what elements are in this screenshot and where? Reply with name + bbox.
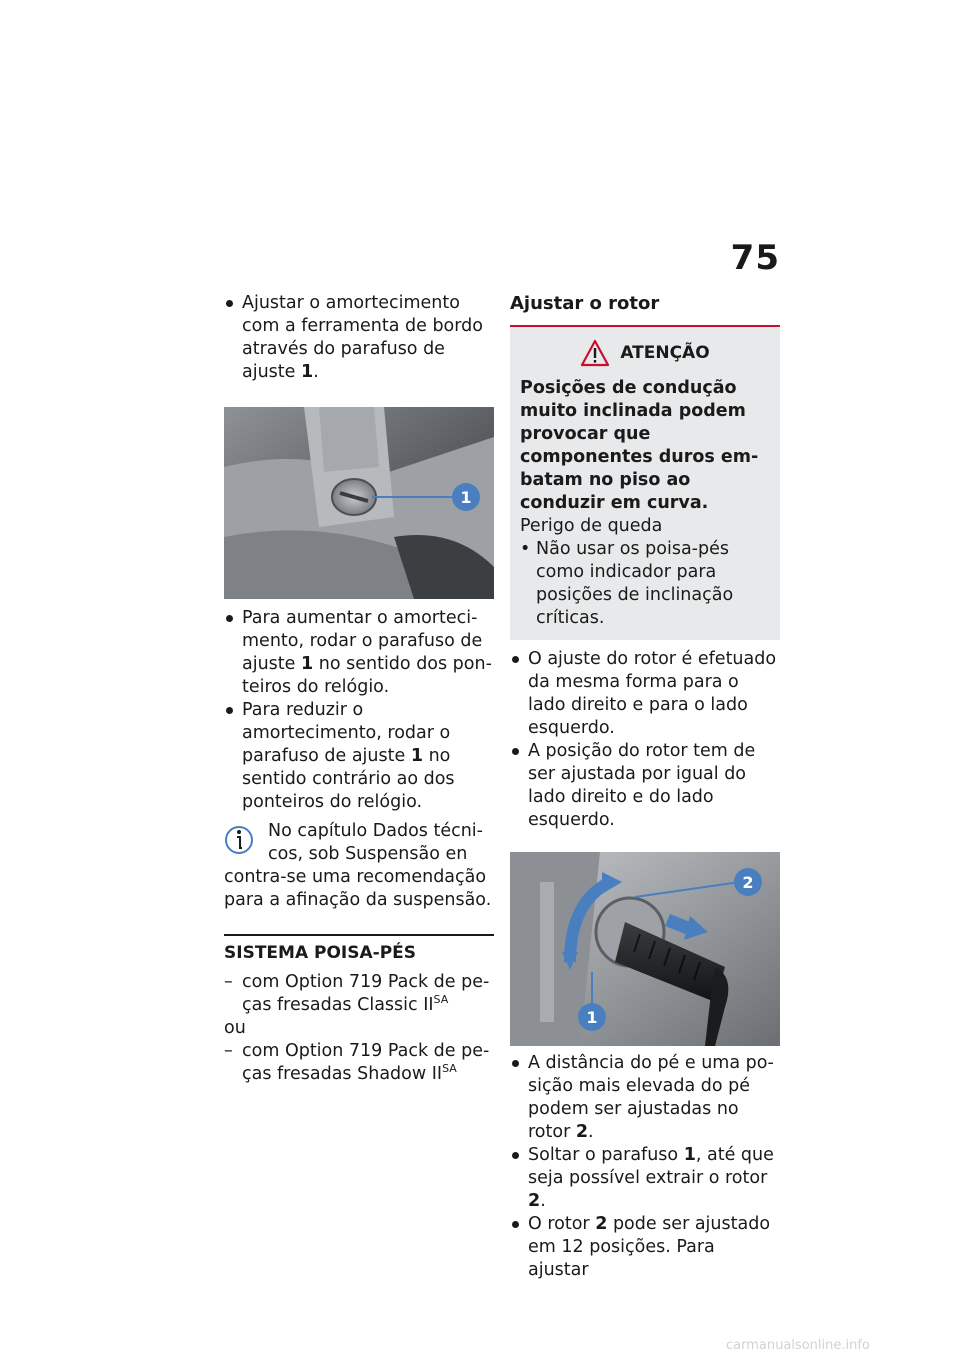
- bullet-rotor-positions: O rotor 2 pode ser ajustado em 12 posições. Para ajustar: [510, 1213, 780, 1282]
- bullet-rotor-both-sides: O ajuste do rotor é efetuado da mesma forma para o lado direito e para o lado esquerdo.: [510, 648, 780, 740]
- damper-illustration: [224, 407, 494, 599]
- callout-1-label: 1: [460, 488, 472, 507]
- info-note-first: No capítulo Dados técnicos, sob Suspensão en: [268, 821, 483, 864]
- callout-2-label: 2: [742, 873, 754, 892]
- bullet-rotor-equal: A posição do rotor tem de ser ajustada por igual do lado direito e do lado esquerdo.: [510, 740, 780, 832]
- page-number: 75: [730, 238, 780, 278]
- section-title-footrest: SISTEMA POISA-PÉS: [224, 934, 494, 965]
- warning-header: [520, 339, 770, 367]
- bullet-foot-distance: A distância do pé e uma posição mais elevada do pé podem ser ajustadas no rotor 2.: [510, 1052, 780, 1144]
- bullet-loosen-screw: Soltar o parafuso 1, até que seja possível extrair o rotor 2.: [510, 1144, 780, 1213]
- info-note-rest: contra-se uma recomendação para a afinação da suspensão.: [224, 867, 492, 910]
- warning-title: ATENÇÃO: [620, 342, 710, 363]
- info-icon: [224, 822, 254, 856]
- warning-box: [510, 327, 780, 640]
- left-column: [224, 292, 494, 1086]
- rotor-illustration: [510, 852, 780, 1046]
- bullet-reduce-damping: Para reduzir o amortecimento, rodar o parafuso de ajuste 1 no sentido contrário ao dos ponteiros do relógio.: [224, 699, 494, 814]
- damper-adjust-photo: [224, 407, 494, 599]
- footer-watermark: carmanualsonline.info: [726, 1338, 870, 1353]
- right-column: [510, 292, 780, 1282]
- bullet-increase-damping: Para aumentar o amortecimento, rodar o parafuso de ajuste 1 no sentido dos ponteiros do relógio.: [224, 607, 494, 699]
- subhead-adjust-rotor: Ajustar o rotor: [510, 293, 660, 314]
- callout-1-label: 1: [586, 1008, 598, 1027]
- warning-statement: Posições de condução muito inclinada podem provocar que componentes duros embatam no piso ao conduzir em curva.: [520, 378, 759, 513]
- info-note: [224, 820, 494, 912]
- warning-consequence: Perigo de queda: [520, 516, 663, 536]
- warning-action: • Não usar os poisa-pés como indicador para posições de inclinação críticas.: [520, 538, 770, 630]
- or-text: ou: [224, 1018, 246, 1038]
- bullet-adjust-damping: Ajustar o amortecimento com a ferramenta de bordo através do parafuso de ajuste 1.: [224, 292, 494, 384]
- rotor-photo: [510, 852, 780, 1046]
- option-classic: – com Option 719 Pack de peças fresadas Classic $II^{SA}$: [224, 971, 494, 1017]
- option-shadow: – com Option 719 Pack de peças fresadas Shadow $II^{SA}$: [224, 1040, 494, 1086]
- warning-triangle-icon: [580, 339, 610, 367]
